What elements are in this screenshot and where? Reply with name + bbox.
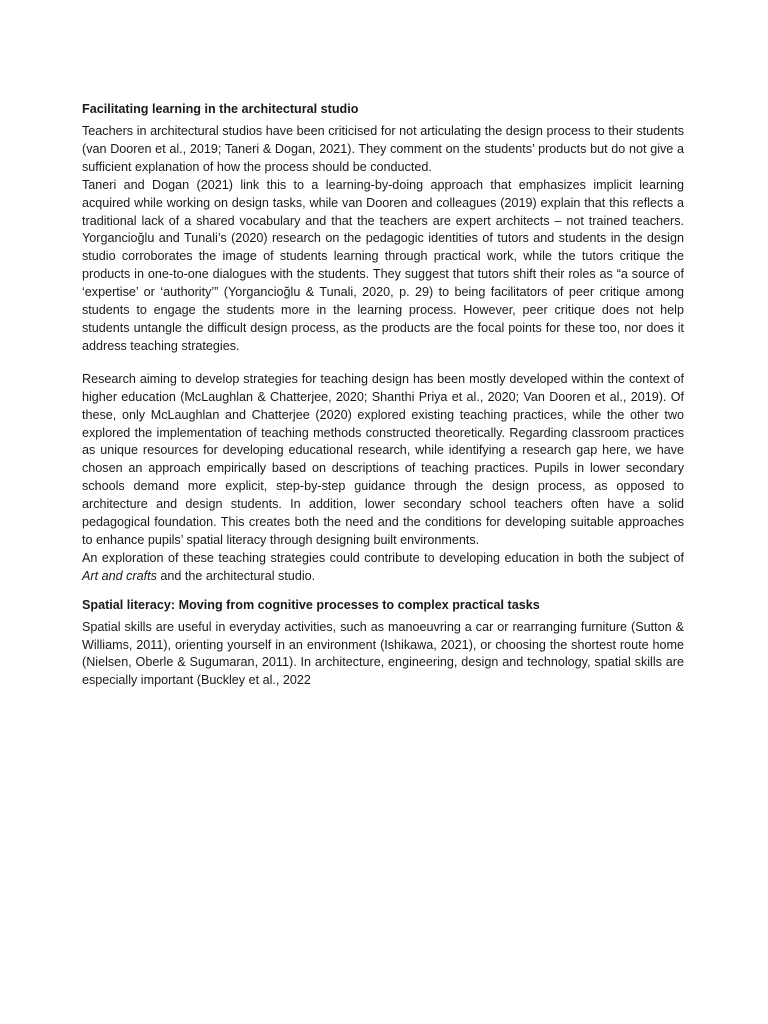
- paragraph-research-strategies: Research aiming to develop strategies for teaching design has been mostly developed within the context of higher education (McLaughlan & Chatterjee, 2020; Shanthi Priya et al., 2020; Van Dooren et al., 2019). Of these, only McLaughlan and Chatterjee (2020) explored existing teaching practices, while the other two explored the implementation of teaching methods constructed theoretically. Regarding classroom practices as unique resources for developing educational research, while identifying a research gap here, we have chosen an approach empirically based on descriptions of teaching practices. Pupils in lower secondary schools demand more explicit, step-by-step guidance through the design process, as opposed to architecture and design students. In addition, lower secondary school teachers often have a solid pedagogical foundation. This creates both the need and the conditions for developing suitable approaches to enhance pupils’ spatial literacy through designing built environments.: [82, 371, 684, 547]
- paragraph-exploration: [82, 550, 684, 586]
- section-heading-spatial-literacy: Spatial literacy: Moving from cognitive processes to complex practical tasks: [82, 597, 540, 612]
- paragraph-taneri-dogan: Taneri and Dogan (2021) link this to a learning-by-doing approach that emphasizes implicit learning acquired while working on design tasks, while van Dooren and colleagues (2019) explain that this reflects a traditional lack of a shared vocabulary and that the teachers are expert architects – not trained teachers. Yorgancioğlu and Tunali’s (2020) research on the pedagogic identities of tutors and students in the design studio corroborates the image of students learning through practical work, while the tutors critique the products in one-to-one dialogues with the students. They suggest that tutors shift their roles as “a source of ‘expertise’ or ‘authority’” (Yorgancioğlu & Tunali, 2020, p. 29) to being facilitators of peer critique among students to engage the students more in the learning process. However, peer critique does not help students untangle the difficult design process, as the products are the focal points for these too, nor does it address teaching strategies.: [82, 177, 684, 353]
- subject-art-and-crafts: Art and crafts: [82, 568, 157, 583]
- paragraph-teachers-criticised: Teachers in architectural studios have been criticised for not articulating the design process to their students (van Dooren et al., 2019; Taneri & Dogan, 2021). They comment on the students’ products but do not give a sufficient explanation of how the process should be conducted.: [82, 124, 684, 174]
- spacer: [82, 356, 684, 371]
- spacer: [82, 586, 684, 596]
- paragraph-exploration-text: An exploration of these teaching strategies could contribute to developing education in both the subject of: [82, 550, 684, 565]
- paragraph-exploration-tail: and the architectural studio.: [156, 568, 316, 583]
- section-heading-facilitating-learning: Facilitating learning in the architectural studio: [82, 102, 359, 116]
- document-page: [82, 100, 684, 690]
- paragraph-spatial-skills: Spatial skills are useful in everyday activities, such as manoeuvring a car or rearranging furniture (Sutton & Williams, 2011), orienting yourself in an environment (Ishikawa, 2021), or choosing the shortest route home (Nielsen, Oberle & Sugumaran, 2011). In architecture, engineering, design and technology, spatial skills are especially important (Buckley et al., 2022: [82, 619, 684, 688]
